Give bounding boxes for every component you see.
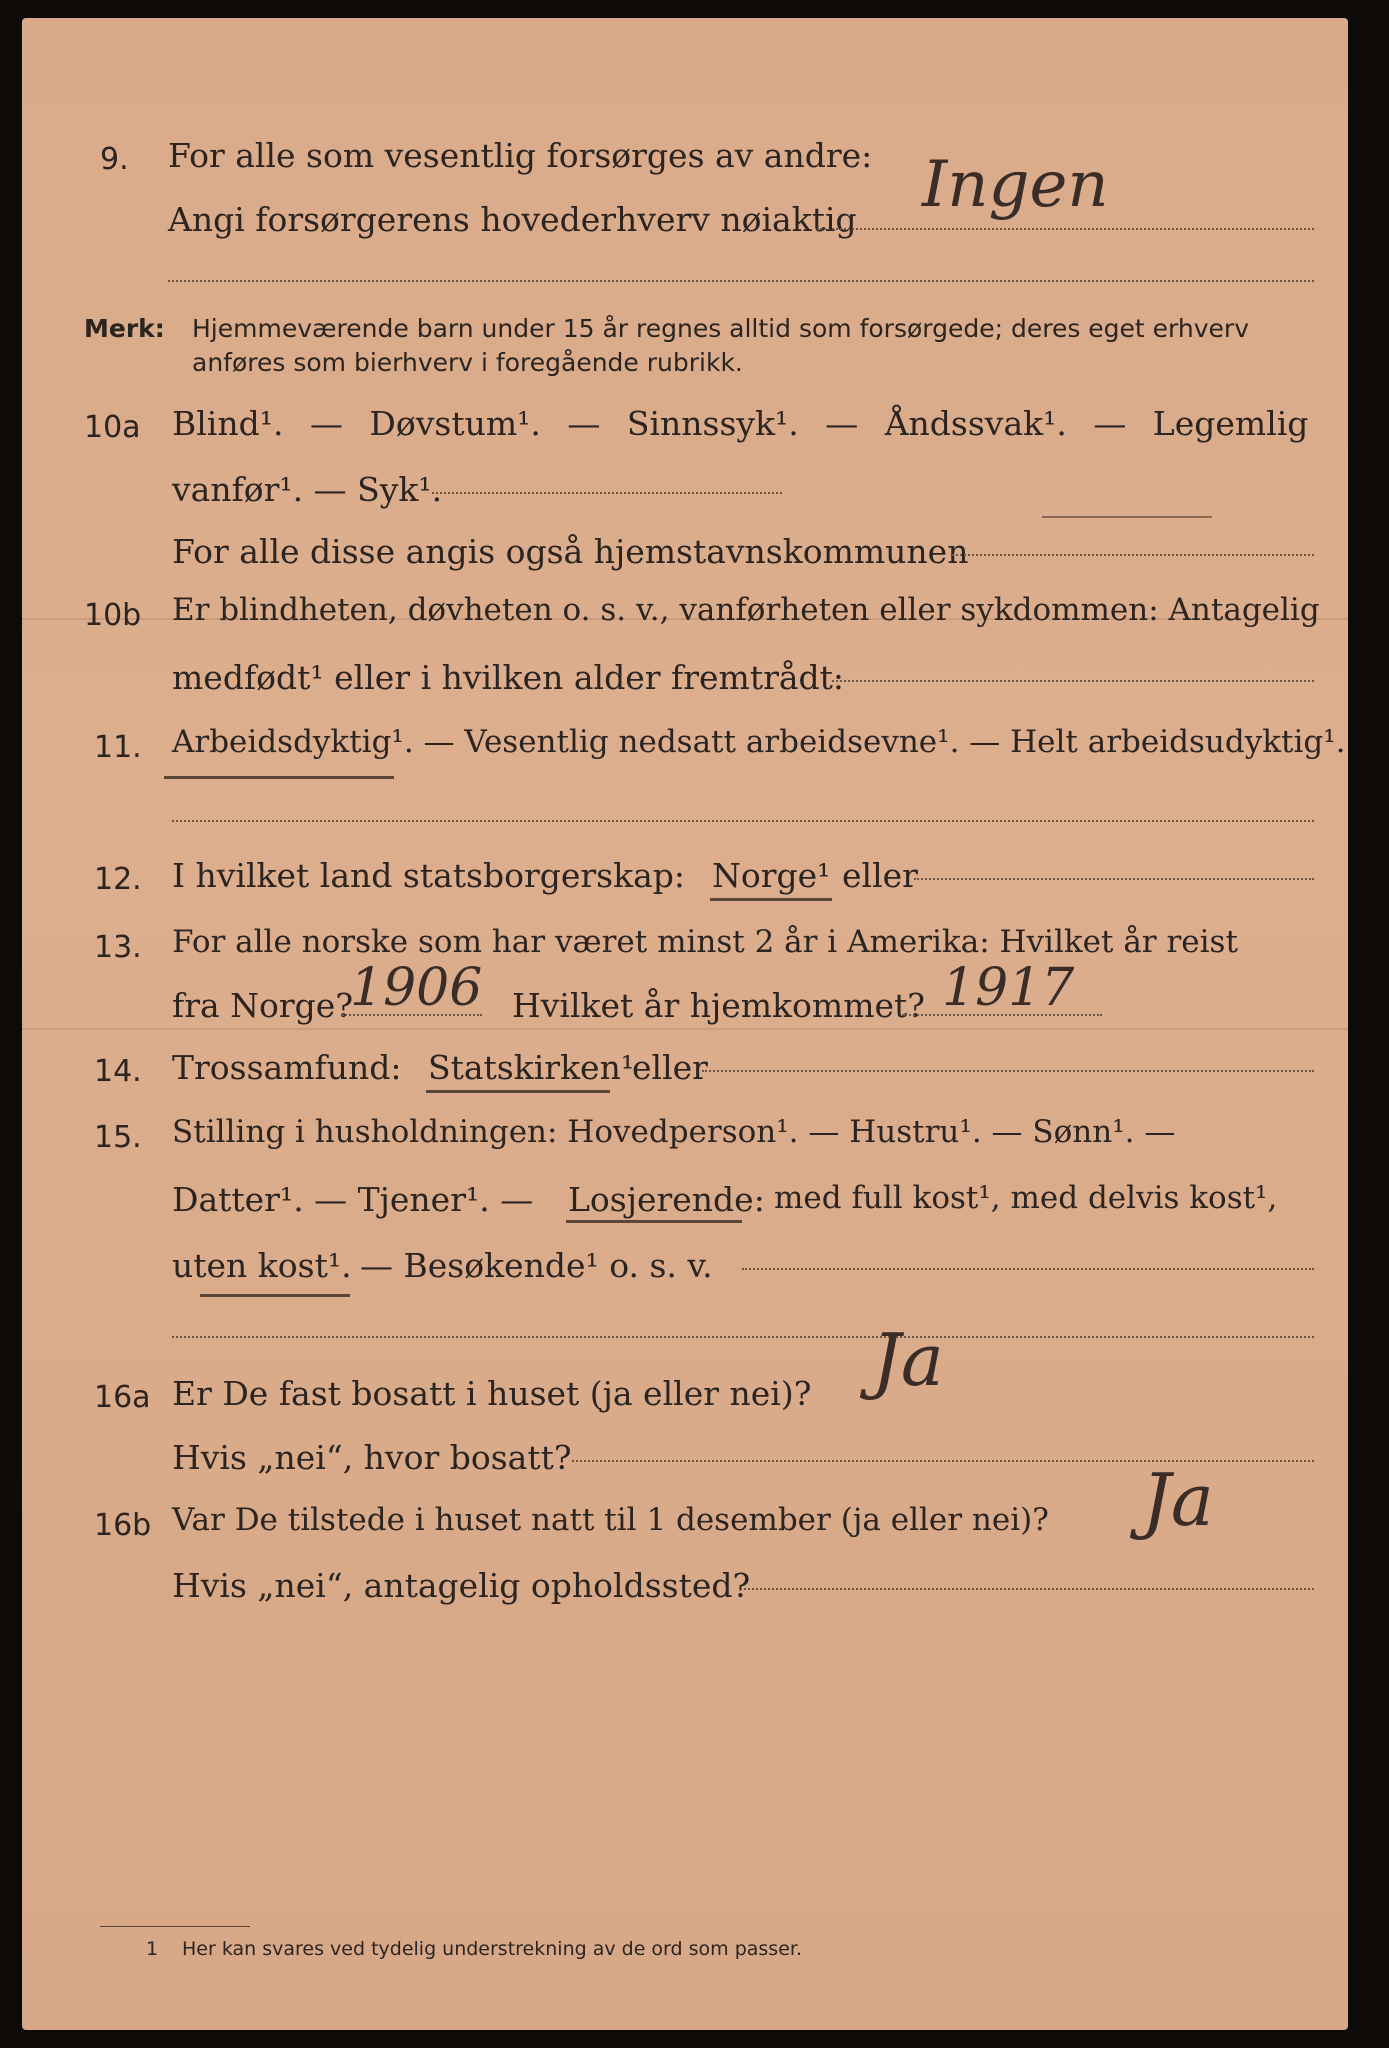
footnote-text: Her kan svares ved tydelig understrekning av de ord som passer. [182, 1938, 802, 1960]
q13-handwritten-year-reist: 1906 [350, 958, 483, 1018]
q16b-handwritten-answer: Ja [1142, 1458, 1214, 1542]
q10a-kommune-line [952, 554, 1314, 556]
census-form-page [22, 18, 1348, 2030]
q15-answer-line [742, 1268, 1314, 1270]
q12-norge: Norge¹ [712, 856, 831, 895]
q12-line1: I hvilket land statsborgerskap: [172, 856, 686, 895]
q9-answer-line-2 [168, 280, 1314, 282]
q15-losjerende: Losjerende: [568, 1180, 765, 1219]
q13-handwritten-year-hjemkommet: 1917 [942, 958, 1075, 1018]
q11-answer-line [172, 820, 1314, 822]
q10b-number: 10b [84, 598, 142, 633]
q16a-line1: Er De fast bosatt i huset (ja eller nei)? [172, 1374, 812, 1413]
q15-number: 15. [94, 1120, 142, 1155]
q13-year2-line [902, 1014, 1102, 1016]
q10a-line1: Blind¹. — Døvstum¹. — Sinnssyk¹. — Åndssvak¹. — Legemlig [172, 404, 1309, 443]
q9-line2: Angi forsørgerens hovederhverv nøiaktig [168, 200, 857, 239]
q14-eller: eller [632, 1048, 708, 1087]
q15-line2a: Datter¹. — Tjener¹. — [172, 1180, 534, 1219]
q11-line1: Arbeidsdyktig¹. — Vesentlig nedsatt arbeidsevne¹. — Helt arbeidsudyktig¹. [172, 724, 1346, 760]
q10a-answer-line [432, 492, 782, 494]
q10b-line2: medfødt¹ eller i hvilken alder fremtrådt: [172, 658, 845, 697]
q9-line1: For alle som vesentlig forsørges av andre: [168, 136, 873, 175]
q14-label: Trossamfund: [172, 1048, 402, 1087]
q16b-answer-line [744, 1588, 1314, 1590]
q14-answer-line [702, 1070, 1314, 1072]
q12-number: 12. [94, 862, 142, 897]
q15-utenkost: uten kost¹. [172, 1246, 352, 1285]
q10b-answer-line [832, 680, 1314, 682]
q16a-line2: Hvis „nei“, hvor bosatt? [172, 1438, 572, 1477]
q12-underline-norge [710, 898, 832, 901]
q15-underline-uten-kost [200, 1294, 350, 1297]
q14-underline-statskirken [426, 1090, 610, 1093]
q15-line3: — Besøkende¹ o. s. v. [360, 1246, 713, 1285]
q12-answer-line [914, 878, 1314, 880]
q15-answer-line-2 [172, 1336, 1314, 1338]
q13-line2b: Hvilket år hjemkommet? [512, 986, 925, 1025]
q15-line2b: med full kost¹, med delvis kost¹, [774, 1180, 1278, 1216]
footnote-mark: 1 [146, 1938, 159, 1960]
q14-number: 14. [94, 1054, 142, 1089]
q9-handwritten-answer: Ingen [922, 148, 1109, 222]
q9-number: 9. [100, 142, 129, 177]
q13-line1: For alle norske som har været minst 2 år i Amerika: Hvilket år reist [172, 924, 1238, 960]
q16b-line2: Hvis „nei“, antagelig opholdssted? [172, 1566, 751, 1605]
q16a-handwritten-answer: Ja [872, 1318, 944, 1402]
q10b-line1: Er blindheten, døvheten o. s. v., vanførheten eller sykdommen: Antagelig [172, 592, 1320, 628]
q13-line2a: fra Norge? [172, 986, 354, 1025]
q16a-number: 16a [94, 1380, 151, 1415]
q13-year1-line [342, 1014, 482, 1016]
q9-answer-line [817, 228, 1314, 230]
q11-number: 11. [94, 730, 142, 765]
q13-number: 13. [94, 930, 142, 965]
q10a-line3: For alle disse angis også hjemstavnskommunen [172, 532, 969, 571]
q10a-number: 10a [84, 410, 141, 445]
footnote-rule [100, 1926, 250, 1927]
q12-eller: eller [842, 856, 918, 895]
q16b-number: 16b [94, 1508, 152, 1543]
q14-statskirken: Statskirken¹ [428, 1048, 635, 1087]
merk-label: Merk: [84, 314, 165, 343]
q10a-line2: vanfør¹. — Syk¹. [172, 470, 443, 509]
merk-line2: anføres som bierhverv i foregående rubrikk. [192, 348, 743, 377]
q16b-line1: Var De tilstede i huset natt til 1 desember (ja eller nei)? [172, 1502, 1049, 1538]
q15-line1: Stilling i husholdningen: Hovedperson¹. — Hustru¹. — Sønn¹. — [172, 1114, 1176, 1150]
paper-fold [22, 1028, 1348, 1030]
merk-line1: Hjemmeværende barn under 15 år regnes alltid som forsørgede; deres eget erhverv [192, 314, 1249, 343]
q10a-pencil-mark [1042, 516, 1212, 518]
q15-underline-losjerende [566, 1220, 742, 1223]
q11-underline-arbeidsdyktig [164, 776, 394, 779]
